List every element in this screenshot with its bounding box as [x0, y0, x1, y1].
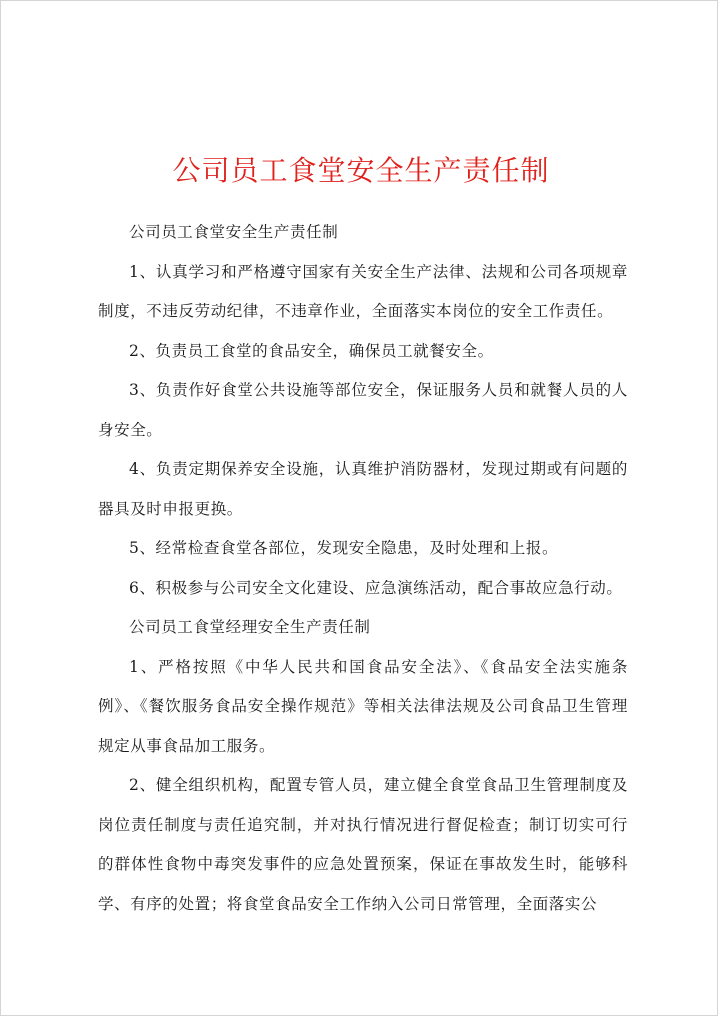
- paragraph: 1、认真学习和严格遵守国家有关安全生产法律、法规和公司各项规章制度，不违反劳动纪律，不违章作业，全面落实本岗位的安全工作责任。: [98, 262, 628, 320]
- paragraph: 2、健全组织机构，配置专管人员，建立健全食堂食品卫生管理制度及岗位责任制度与责任追究制，并对执行情况进行督促检查；制订切实可行的群体性食物中毒突发事件的应急处置预案，保证在事故发生时，能够科学、有序的处置；将食堂食品安全工作纳入公司日常管理，全面落实公: [98, 776, 628, 913]
- paragraph-section-heading: 公司员工食堂经理安全生产责任制: [129, 618, 371, 636]
- paragraph: 1、严格按照《中华人民共和国食品安全法》、《食品安全法实施条例》、《餐饮服务食品安全操作规范》等相关法律法规及公司食品卫生管理规定从事食品加工服务。: [98, 657, 628, 755]
- paragraph: 6、积极参与公司安全文化建设、应急演练活动，配合事故应急行动。: [129, 578, 623, 597]
- paragraph: 4、负责定期保养安全设施，认真维护消防器材，发现过期或有问题的器具及时申报更换。: [98, 460, 628, 518]
- document-body: [98, 213, 628, 924]
- paragraph: 2、负责员工食堂的食品安全，确保员工就餐安全。: [129, 341, 494, 360]
- document-title: 公司员工食堂安全生产责任制: [172, 154, 550, 187]
- paragraph: 3、负责作好食堂公共设施等部位安全，保证服务人员和就餐人员的人身安全。: [98, 381, 628, 439]
- paragraph: 5、经常检查食堂各部位，发现安全隐患，及时处理和上报。: [129, 539, 559, 557]
- paragraph-section-heading: 公司员工食堂安全生产责任制: [129, 223, 339, 241]
